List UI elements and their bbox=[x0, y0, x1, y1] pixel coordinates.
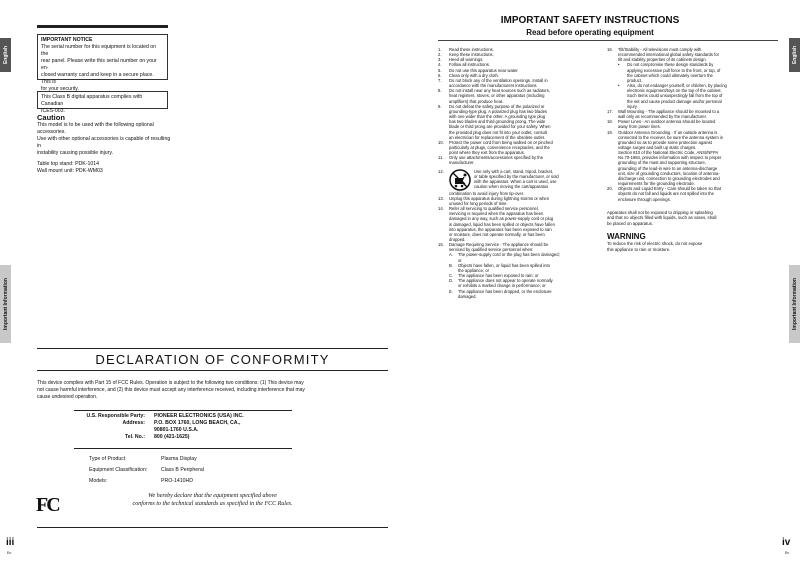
safety-item: 5. Do not use this apparatus near water. bbox=[438, 67, 519, 73]
safety-item: 18. Power Lines - An outdoor antenna should be located away from power lines. bbox=[607, 119, 716, 130]
product-row bbox=[89, 456, 289, 463]
address-label: Address: bbox=[122, 420, 145, 426]
party-label: U.S. Responsible Party: bbox=[86, 413, 145, 419]
safety-title-rule bbox=[438, 40, 778, 41]
page-number-right: iv bbox=[782, 537, 791, 548]
safety-item: 10. Protect the power cord from being walked on or pinched particularly at plugs, convenience receptacles, and the point where they exit from the apparatus. bbox=[438, 139, 553, 156]
page-number-left: iii bbox=[6, 537, 15, 548]
tel-label: Tel. No.: bbox=[124, 434, 145, 440]
safety-item: 20. Objects and Liquid Entry - Care should be taken so that objects do not fall and liquids are not spilled into the enclosure through openings. bbox=[607, 186, 721, 202]
stand-line: Wall mount unit: PDK-WM03 bbox=[37, 168, 103, 174]
declare-line: We hereby declare that the equipment specified above bbox=[148, 493, 277, 499]
product-rows bbox=[89, 456, 289, 485]
fcc-logo: FC bbox=[36, 494, 59, 516]
safety-item: 2. Keep these instructions. bbox=[438, 52, 494, 58]
product-row-label: Type of Product bbox=[89, 456, 126, 462]
safety-item: 1. Read these instructions. bbox=[438, 47, 494, 52]
notice-title: IMPORTANT NOTICE bbox=[41, 37, 93, 43]
fcc-declaration bbox=[100, 492, 325, 508]
doc-intro-line: This device complies with Part 15 of FCC Rules. Operation is subject to the following two conditions: (1) This device may bbox=[37, 380, 304, 386]
party-row bbox=[76, 413, 296, 420]
party-line-top bbox=[74, 410, 292, 411]
warning-line: To reduce the risk of electric shock, do not expose bbox=[607, 241, 703, 247]
tel-row bbox=[76, 434, 296, 441]
address-line: 90801-1760 U.S.A. bbox=[154, 427, 199, 433]
product-row-label: Equipment Classification: bbox=[89, 467, 148, 473]
caution-title: Caution bbox=[37, 113, 65, 122]
safety-col-2 bbox=[607, 47, 772, 253]
service-condition: B. Objects have fallen, or liquid has been spilled into the appliance; or bbox=[449, 262, 550, 273]
doc-rule-top bbox=[37, 348, 388, 349]
notice-line: rear panel. Please write this serial number on your en- bbox=[41, 58, 157, 71]
safety-item: 6. Clean only with a dry cloth. bbox=[438, 72, 500, 78]
safety-item: combination to avoid injury from tip-over. bbox=[449, 190, 525, 196]
party-line-bottom bbox=[74, 448, 292, 449]
tilt-bullet: • Also, do not endanger yourself, or children, by placing electronic equipment/toys on the top of the cabinet. Such items could unsuspectingly fall from the top of the set and cause product damage and/or personal injury. bbox=[618, 83, 727, 109]
safety-item: 13. Unplug this apparatus during lightning storms or when unused for long periods of time. bbox=[438, 195, 550, 206]
stand-line: Table top stand: PDK-1014 bbox=[37, 161, 100, 167]
notice-line: for your security. bbox=[41, 86, 79, 92]
doc-rule-end bbox=[37, 527, 388, 528]
safety-subtitle: Read before operating equipment bbox=[526, 28, 654, 37]
tel-value: 800 (421-1625) bbox=[154, 434, 190, 440]
safety-item: 7. Do not block any of the ventilation openings. Install in accordance with the manufacturers instructions. bbox=[438, 77, 548, 89]
side-tab-english: English bbox=[789, 38, 800, 72]
notice-line: closed warranty card and keep in a secure place. This is bbox=[41, 72, 154, 85]
address-line: P.O. BOX 1760, LONG BEACH, CA., bbox=[154, 420, 241, 426]
product-row bbox=[89, 478, 289, 485]
safety-col-1 bbox=[438, 47, 603, 299]
note-line: Apparatus shall not be exposed to dripping or splashing bbox=[607, 209, 713, 215]
service-condition: D. The appliance does not appear to operate normally or exhibits a marked change in performance; or bbox=[449, 278, 553, 289]
safety-item: 12. Use only with a cart, stand, tripod, bracket, or table specified by the manufacturer, or sold with the apparatus. When a cart is used, use caution when moving the cart/apparatus bbox=[438, 168, 559, 190]
doc-intro bbox=[37, 380, 392, 401]
important-notice-box bbox=[37, 34, 168, 92]
safety-item: 11. Only use attachments/accessories specified by the manufacturer. bbox=[438, 155, 544, 166]
product-row-value: Class B Peripheral bbox=[161, 467, 204, 473]
party-value: PIONEER ELECTRONICS (USA) INC. bbox=[154, 413, 244, 419]
side-tab-important-info: Important Information bbox=[789, 265, 800, 343]
canada-line: This Class B digital apparatus complies with Canadian bbox=[41, 94, 143, 107]
caution-line: This model is to be used with the following optional accessories. bbox=[37, 122, 154, 135]
warning-title: WARNING bbox=[607, 232, 646, 242]
doc-rule-bottom bbox=[37, 370, 388, 371]
caution-section bbox=[37, 113, 172, 175]
page-sub-left: En bbox=[7, 551, 12, 555]
doc-intro-line: cause undesired operation. bbox=[37, 394, 98, 400]
tilt-bullet: • Do not compromise these design standards by applying excessive pull force to the front, or top, of the cabinet which could ultimately overturn the product. bbox=[618, 62, 721, 83]
product-row-value: Plasma Display bbox=[161, 456, 197, 462]
service-condition: E. The appliance has been dropped, or the enclosure damaged. bbox=[449, 288, 552, 299]
note-line: and that no objects filled with liquids, such as vases, shall bbox=[607, 215, 717, 221]
safety-item: 8. Do not install near any heat sources such as radiators, heat registers, stoves, or other apparatus (including amplifiers) that produce heat. bbox=[438, 88, 551, 104]
note-line: be placed on apparatus. bbox=[607, 220, 654, 226]
responsible-party-block bbox=[76, 413, 296, 441]
caution-line: Use with other optional accessories is capable of resulting in bbox=[37, 136, 171, 149]
dripping-note bbox=[607, 210, 772, 227]
top-rule bbox=[37, 25, 168, 28]
safety-item: 19. Outdoor Antenna Grounding - If an outside antenna is connected to the receiver, be sure the antenna system is grounded so as to provide some protection against voltage surges and built up static charges. Section 810 of the National Electric Code, ANSI/NFPA No.70-1984, provides information with respect to proper grounding of the mast and supporting structure, grounding of the lead-in wire to an antenna-discharge unit, size of grounding conductors, location of antenna- discharge unit, connection to grounding electrodes and requirements for the grounding electrode. bbox=[607, 129, 723, 187]
safety-item: 9. Do not defeat the safety purpose of the polarized or grounding-type plug. A polarized plug has two blades with one wider than the other. A grounding type plug has two blades and third grounding prong. The wide blade or third prong are provided for your safety. When the provided plug does not fit into your outlet, consult an electrician for replacement of the obsolete outlet. bbox=[438, 103, 551, 140]
safety-item: 3. Heed all warnings. bbox=[438, 57, 484, 63]
product-row-value: PRO-1410HD bbox=[161, 478, 194, 484]
safety-item: 16. Tilt/Stability - All televisions must comply with recommended international global safety standards for tilt and stability properties of its cabinets design. • Do not compromise these design standards by applying excessive pull force to the front, or top, of the cabinet which could ultimately overturn the product. • Also, do not endanger yourself, or children, by placing electronic equipment/toys on the top of the cabinet. Such items could unsuspectingly fall from the top of the set and cause product damage and/or personal injury. bbox=[607, 47, 772, 109]
doc-intro-line: not cause harmful interference, and (2) this device must accept any interference received, including interference that may bbox=[37, 387, 305, 393]
page-sub-right: En bbox=[785, 551, 790, 555]
doc-title: DECLARATION OF CONFORMITY bbox=[95, 352, 330, 367]
address-row bbox=[76, 420, 296, 434]
safety-item: 14. Refer all servicing to qualified service personnel. Servicing is required when the apparatus has been damaged in any way, such as power-supply cord or plug is damaged, liquid has been spilled or objects have fallen into apparatus, the apparatus has been exposed to rain or moisture, does not operate normally, or has been dropped. bbox=[438, 206, 555, 242]
canada-line: ICES-003. bbox=[41, 108, 65, 114]
canada-notice-box bbox=[37, 91, 168, 114]
side-tab-important-info: Important Information bbox=[0, 265, 11, 343]
cart-warning-icon bbox=[449, 169, 471, 191]
safety-item: 4. Follow all instructions. bbox=[438, 62, 490, 68]
notice-line: The serial number for this equipment is located on the bbox=[41, 44, 157, 57]
declare-line: conforms to the technical standards as specified in the FCC Rules. bbox=[132, 501, 293, 507]
warning-line: this appliance to rain or moisture. bbox=[607, 247, 671, 253]
service-condition: A. The power-supply cord or the plug has been damaged; or bbox=[449, 252, 560, 263]
product-row bbox=[89, 467, 289, 474]
safety-item: 15. Damage Requiring Service - The appliance should be serviced by qualified service personnel when: bbox=[438, 242, 549, 253]
side-tab-english: English bbox=[0, 38, 11, 72]
safety-title: IMPORTANT SAFETY INSTRUCTIONS bbox=[500, 15, 680, 26]
safety-item: 17. Wall Mounting - The appliance should be mounted to a wall only as recommended by the manufacturer. bbox=[607, 108, 720, 120]
service-condition: C. The appliance has been exposed to rain; or bbox=[449, 273, 539, 279]
caution-line: instability causing possible injury. bbox=[37, 150, 114, 156]
product-row-label: Models: bbox=[89, 478, 108, 484]
